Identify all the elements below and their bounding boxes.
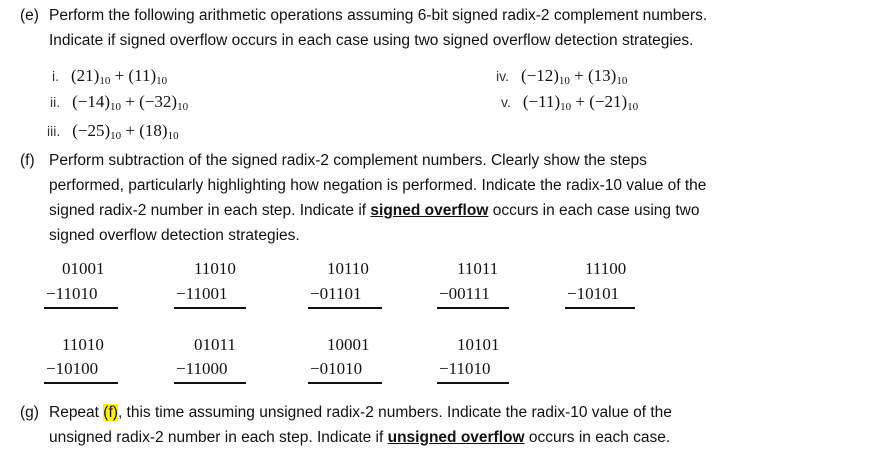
- part-f-line-3: signed radix-2 number in each step. Indicate if signed overflow occurs in each case using two: [49, 202, 700, 219]
- item-ii: [50, 92, 188, 113]
- part-e-line-2: Indicate if signed overflow occurs in each case using two signed overflow detection strategies.: [49, 32, 694, 49]
- result-bar: [174, 382, 246, 384]
- roman-numeral: v.: [501, 94, 511, 110]
- part-g-label: (g): [20, 404, 39, 421]
- subtrahend: −10101: [567, 284, 620, 303]
- minuend: 10101: [457, 335, 500, 354]
- minuend: 11010: [194, 259, 236, 278]
- subtrahend: −01101: [310, 284, 362, 303]
- item-v: [501, 92, 638, 113]
- result-bar: [174, 307, 246, 309]
- subtrahend: −11000: [176, 359, 228, 378]
- result-bar: [308, 307, 382, 309]
- subtrahend: −11001: [176, 284, 228, 303]
- minuend: 10110: [327, 259, 369, 278]
- part-g-line-1: Repeat (f), this time assuming unsigned radix-2 numbers. Indicate the radix-10 value of the: [49, 404, 672, 421]
- subtrahend: −11010: [439, 359, 491, 378]
- unsigned-overflow-term: unsigned overflow: [387, 429, 525, 446]
- minuend: 11010: [62, 335, 104, 354]
- roman-numeral: ii.: [50, 94, 61, 110]
- subtrahend: −10100: [46, 359, 99, 378]
- minuend: 01011: [194, 335, 236, 354]
- signed-overflow-term: signed overflow: [370, 202, 489, 219]
- expression: $(21)_{10} + (11)_{10}$: [71, 66, 168, 87]
- item-iii: [47, 121, 179, 142]
- minuend: 11100: [585, 259, 627, 278]
- part-f-line-4: signed overflow detection strategies.: [49, 227, 300, 244]
- roman-numeral: iv.: [496, 68, 509, 84]
- expression: $(-14)_{10} + (-32)_{10}$: [72, 92, 189, 113]
- part-f-label: (f): [20, 152, 35, 169]
- part-g-line-2: unsigned radix-2 number in each step. Indicate if unsigned overflow occurs in each case.: [49, 429, 671, 446]
- subtrahend: −11010: [46, 284, 98, 303]
- minuend: 01001: [62, 259, 105, 278]
- expression: $(-12)_{10} + (13)_{10}$: [520, 66, 628, 87]
- expression: $(-25)_{10} + (18)_{10}$: [72, 121, 179, 142]
- result-bar: [44, 382, 118, 384]
- part-e-line-1: Perform the following arithmetic operations assuming 6-bit signed radix-2 complement numbers.: [49, 7, 708, 24]
- expression: $(-11)_{10} + (-21)_{10}$: [522, 92, 639, 113]
- roman-numeral: i.: [52, 68, 59, 84]
- part-e-label: (e): [20, 7, 39, 24]
- item-iv: [496, 66, 627, 87]
- roman-numeral: iii.: [47, 123, 61, 139]
- result-bar: [565, 307, 635, 309]
- part-f-line-2: performed, particularly highlighting how negation is performed. Indicate the radix-10 value of the: [49, 177, 707, 194]
- result-bar: [437, 382, 509, 384]
- result-bar: [44, 307, 118, 309]
- result-bar: [308, 382, 382, 384]
- minuend: 10001: [327, 335, 370, 354]
- part-f-line-1: Perform subtraction of the signed radix-2 complement numbers. Clearly show the steps: [49, 152, 647, 169]
- item-i: [52, 66, 167, 87]
- subtrahend: −00111: [439, 284, 490, 303]
- highlighted-reference: (f): [103, 404, 118, 421]
- minuend: 11011: [457, 259, 499, 278]
- subtrahend: −01010: [310, 359, 363, 378]
- result-bar: [437, 307, 509, 309]
